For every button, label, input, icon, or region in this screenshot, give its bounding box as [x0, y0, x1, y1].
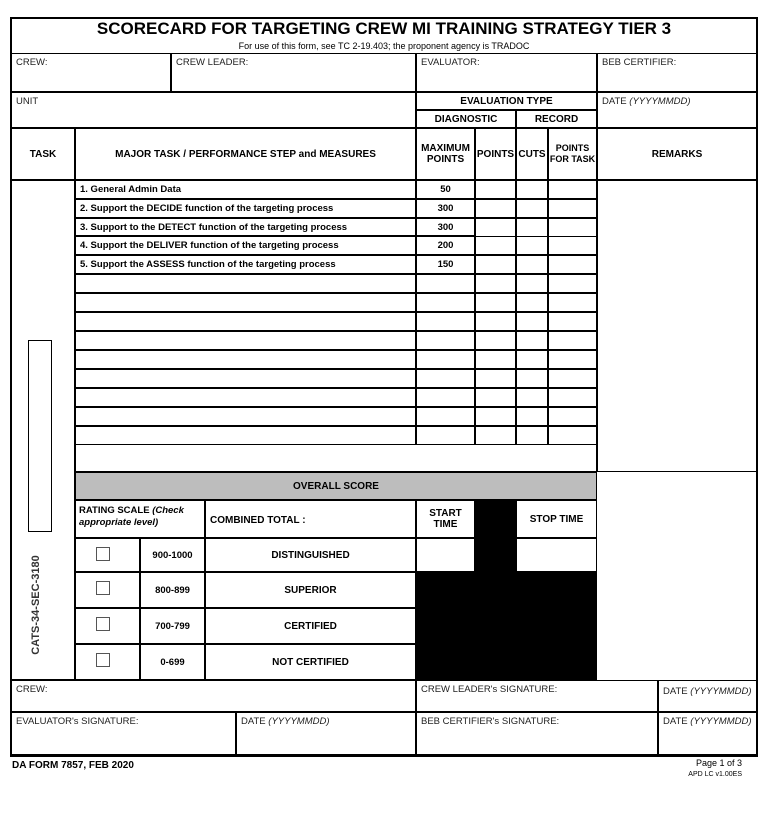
points-for-task-cell[interactable] — [548, 369, 597, 388]
black-block-top — [475, 500, 516, 572]
task-row-2-max: 300 — [416, 199, 475, 218]
task-row-5-max: 150 — [416, 255, 475, 274]
points-for-task-cell[interactable] — [548, 180, 597, 199]
beb-signature-field[interactable]: BEB CERTIFIER's SIGNATURE: — [416, 712, 658, 755]
col-major-task: MAJOR TASK / PERFORMANCE STEP and MEASURES — [75, 128, 416, 180]
blank-max-cell — [416, 426, 475, 445]
overall-score-label: OVERALL SCORE — [75, 472, 597, 500]
blank-task-row[interactable] — [75, 312, 416, 331]
points-cell[interactable] — [475, 255, 516, 274]
rating-level-row — [75, 644, 140, 680]
points-for-task-cell[interactable] — [548, 218, 597, 237]
points-cell[interactable] — [475, 218, 516, 237]
task-row-3-name: 3. Support to the DETECT function of the targeting process — [75, 218, 416, 236]
task-row-1-name: 1. General Admin Data — [75, 180, 416, 199]
blank-task-row[interactable] — [75, 293, 416, 312]
rating-name: NOT CERTIFIED — [205, 644, 416, 680]
col-max-points: MAXIMUM POINTS — [416, 128, 475, 180]
remarks-body[interactable] — [597, 180, 757, 472]
col-task: TASK — [11, 128, 75, 180]
page-number: Page 1 of 3 — [695, 758, 742, 768]
evaluator-signature-field[interactable]: EVALUATOR's SIGNATURE: — [11, 712, 236, 755]
rating-name: DISTINGUISHED — [205, 538, 416, 572]
form-title: SCORECARD FOR TARGETING CREW MI TRAINING STRATEGY TIER 3 — [96, 19, 672, 38]
black-block-bottom — [416, 572, 597, 680]
checkbox-distinguished[interactable] — [96, 547, 110, 561]
form-version: APD LC v1.00ES — [688, 771, 742, 778]
col-points-for-task: POINTS FOR TASK — [548, 128, 597, 180]
diagnostic-option[interactable]: DIAGNOSTIC — [416, 110, 516, 128]
blank-task-row[interactable] — [75, 369, 416, 388]
blank-max-cell — [416, 407, 475, 426]
task-row-4-name: 4. Support the DELIVER function of the targeting process — [75, 236, 416, 255]
rating-name: CERTIFIED — [205, 608, 416, 644]
blank-max-cell — [416, 293, 475, 312]
points-for-task-cell[interactable] — [548, 274, 597, 293]
rating-range: 700-799 — [140, 608, 205, 644]
points-cell[interactable] — [475, 180, 516, 199]
cuts-cell[interactable] — [516, 369, 548, 388]
blank-task-row[interactable] — [75, 426, 416, 445]
task-row-4-max: 200 — [416, 236, 475, 255]
points-cell[interactable] — [475, 236, 516, 255]
blank-task-row[interactable] — [75, 274, 416, 293]
points-for-task-cell[interactable] — [548, 331, 597, 350]
cuts-cell[interactable] — [516, 274, 548, 293]
cuts-cell[interactable] — [516, 312, 548, 331]
form-number: DA FORM 7857, FEB 2020 — [12, 760, 134, 771]
date-field[interactable]: DATE (YYYYMMDD) — [597, 92, 757, 128]
crew-field[interactable]: CREW: — [11, 53, 171, 92]
blank-spacer-row — [75, 444, 597, 472]
form-subtitle: For use of this form, see TC 2-19.403; the proponent agency is TRADOC — [238, 41, 530, 51]
checkbox-certified[interactable] — [96, 617, 110, 631]
blank-task-row[interactable] — [75, 331, 416, 350]
points-for-task-cell[interactable] — [548, 199, 597, 218]
blank-task-row[interactable] — [75, 388, 416, 407]
crew-leader-field[interactable]: CREW LEADER: — [171, 53, 416, 92]
points-cell[interactable] — [475, 331, 516, 350]
points-cell[interactable] — [475, 407, 516, 426]
beb-certifier-field[interactable]: BEB CERTIFIER: — [597, 53, 757, 92]
points-for-task-cell[interactable] — [548, 293, 597, 312]
cuts-cell[interactable] — [516, 255, 548, 274]
points-for-task-cell[interactable] — [548, 350, 597, 369]
blank-max-cell — [416, 274, 475, 293]
cuts-cell[interactable] — [516, 218, 548, 237]
task-row-5-name: 5. Support the ASSESS function of the targeting process — [75, 255, 416, 274]
start-time-label: START TIME — [416, 500, 475, 538]
points-cell[interactable] — [475, 199, 516, 218]
points-cell[interactable] — [475, 293, 516, 312]
col-points: POINTS — [475, 128, 516, 180]
combined-total-field[interactable]: COMBINED TOTAL : — [205, 500, 416, 538]
cuts-cell[interactable] — [516, 199, 548, 218]
checkbox-not-certified[interactable] — [96, 653, 110, 667]
cuts-cell[interactable] — [516, 350, 548, 369]
points-cell[interactable] — [475, 274, 516, 293]
task-row-1-max: 50 — [416, 180, 475, 199]
checkbox-superior[interactable] — [96, 581, 110, 595]
stop-time-field[interactable] — [516, 538, 597, 572]
points-for-task-cell[interactable] — [548, 312, 597, 331]
col-remarks: REMARKS — [597, 128, 757, 180]
col-cuts: CUTS — [516, 128, 548, 180]
points-cell[interactable] — [475, 369, 516, 388]
points-cell[interactable] — [475, 312, 516, 331]
blank-max-cell — [416, 331, 475, 350]
rating-level-row — [75, 572, 140, 608]
blank-task-row[interactable] — [75, 350, 416, 369]
cuts-cell[interactable] — [516, 407, 548, 426]
task-inner-box — [28, 340, 52, 532]
rating-name: SUPERIOR — [205, 572, 416, 608]
cuts-cell[interactable] — [516, 236, 548, 255]
task-row-2-name: 2. Support the DECIDE function of the targeting process — [75, 199, 416, 218]
side-code: CATS-34-SEC-3180 — [30, 555, 42, 655]
points-for-task-cell[interactable] — [548, 388, 597, 407]
evaluation-type-label: EVALUATION TYPE — [416, 92, 597, 110]
crew-leader-date-field[interactable]: DATE (YYYYMMDD) — [658, 680, 757, 712]
blank-max-cell — [416, 312, 475, 331]
evaluator-date-field[interactable]: DATE (YYYYMMDD) — [236, 712, 416, 755]
task-row-3-max: 300 — [416, 218, 475, 236]
unit-field[interactable]: UNIT — [11, 92, 416, 128]
points-for-task-cell[interactable] — [548, 236, 597, 255]
cuts-cell[interactable] — [516, 293, 548, 312]
points-cell[interactable] — [475, 350, 516, 369]
cuts-cell[interactable] — [516, 331, 548, 350]
rating-scale-label: RATING SCALE (Check appropriate level) — [75, 500, 205, 538]
blank-max-cell — [416, 388, 475, 407]
blank-max-cell — [416, 369, 475, 388]
points-cell[interactable] — [475, 426, 516, 445]
cuts-cell[interactable] — [516, 426, 548, 445]
points-for-task-cell[interactable] — [548, 407, 597, 426]
cuts-cell[interactable] — [516, 180, 548, 199]
record-option[interactable]: RECORD — [516, 110, 597, 128]
points-for-task-cell[interactable] — [548, 255, 597, 274]
blank-max-cell — [416, 350, 475, 369]
footer-crew-field[interactable]: CREW: — [11, 680, 416, 712]
evaluator-field[interactable]: EVALUATOR: — [416, 53, 597, 92]
start-time-field[interactable] — [416, 538, 475, 572]
cuts-cell[interactable] — [516, 388, 548, 407]
crew-leader-signature-field[interactable]: CREW LEADER's SIGNATURE: — [416, 680, 658, 712]
rating-range: 0-699 — [140, 644, 205, 680]
points-cell[interactable] — [475, 388, 516, 407]
rating-level-row — [75, 538, 140, 572]
points-for-task-cell[interactable] — [548, 426, 597, 445]
stop-time-label: STOP TIME — [516, 500, 597, 538]
rating-level-row — [75, 608, 140, 644]
blank-task-row[interactable] — [75, 407, 416, 426]
rating-range: 900-1000 — [140, 538, 205, 572]
rating-range: 800-899 — [140, 572, 205, 608]
beb-date-field[interactable]: DATE (YYYYMMDD) — [658, 712, 757, 755]
